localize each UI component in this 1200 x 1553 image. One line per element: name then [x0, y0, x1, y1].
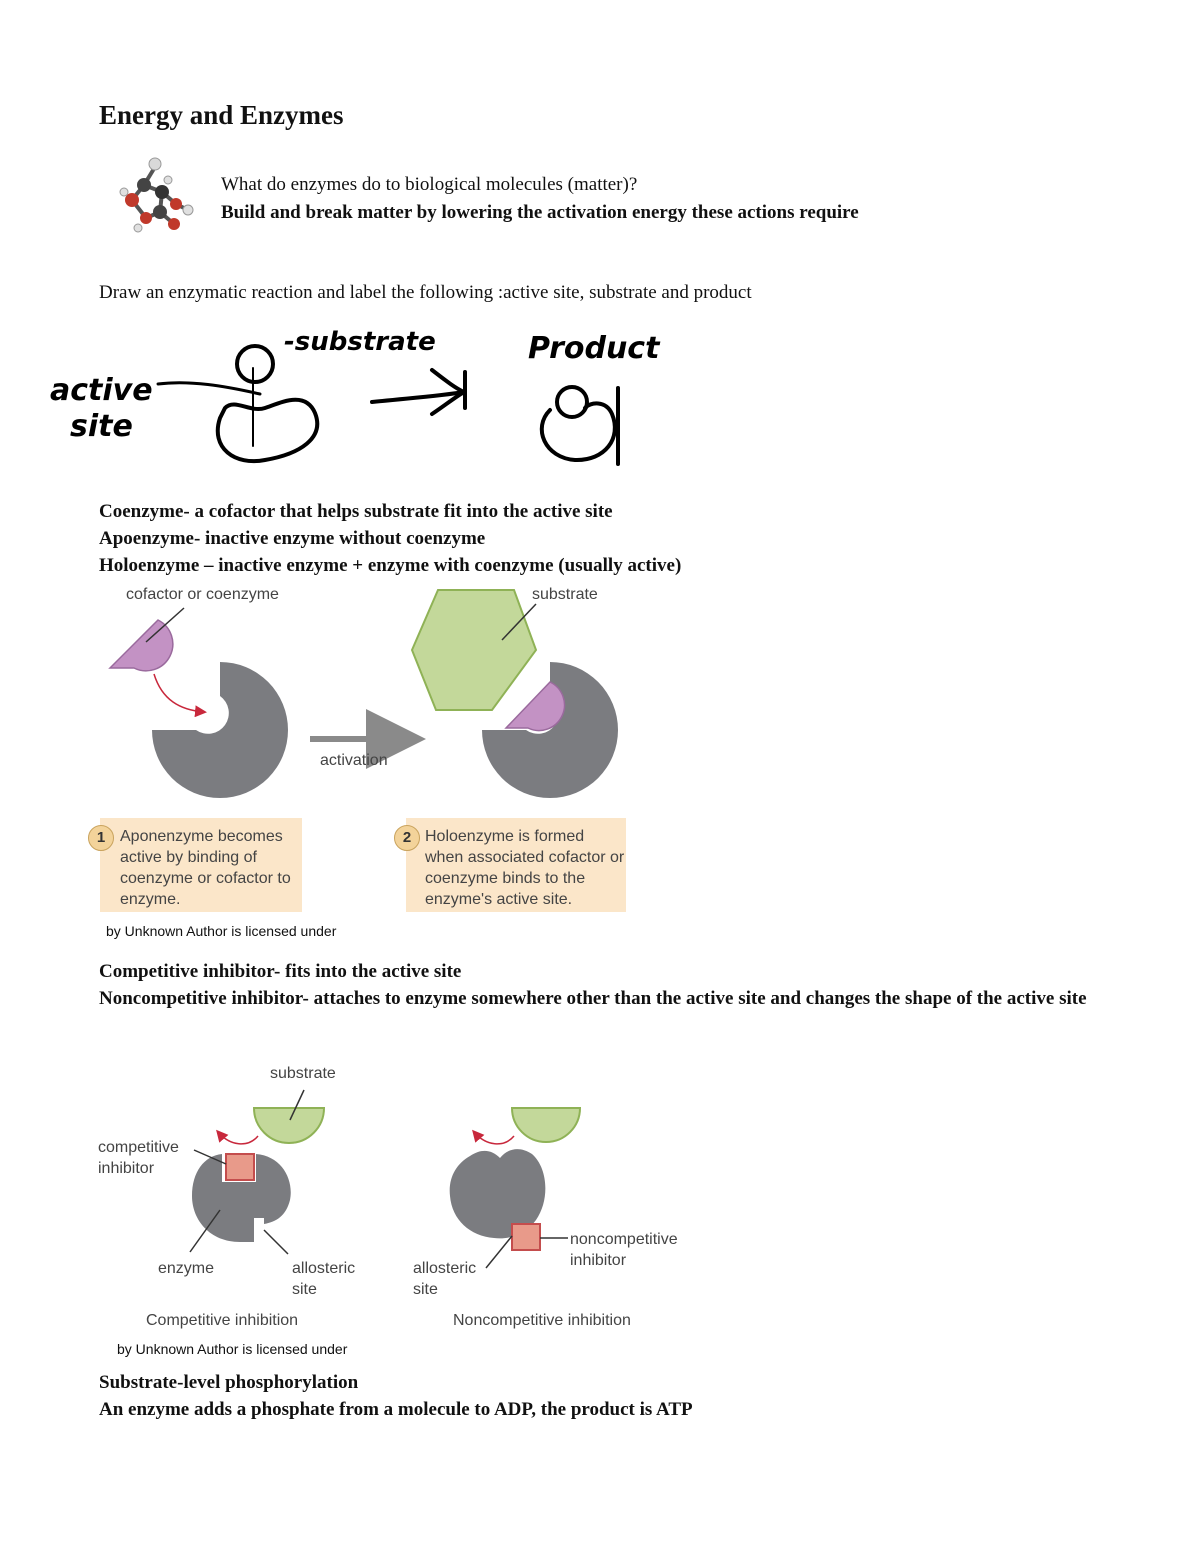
hand-label-site: site — [70, 409, 133, 444]
bound-cofactor-shape — [506, 682, 564, 730]
enzyme-label: enzyme — [158, 1260, 215, 1277]
allosteric-label-1b: site — [292, 1281, 317, 1298]
molecule-icon — [112, 152, 198, 238]
noncompetitive-label-2: inhibitor — [570, 1252, 627, 1269]
noncompetitive-inhibitor-square — [512, 1224, 540, 1250]
competitive-label-2: inhibitor — [98, 1160, 155, 1177]
credit-2: by Unknown Author is licensed under — [117, 1341, 348, 1357]
figure-enzyme-activation — [86, 582, 646, 922]
drawing-instruction: Draw an enzymatic reaction and label the following :active site, substrate and product — [99, 282, 752, 303]
substrate-half-circle-1 — [254, 1108, 324, 1143]
substrate-label-2: substrate — [270, 1065, 336, 1082]
activation-label: activation — [320, 752, 388, 769]
definition-competitive-inhibitor: Competitive inhibitor- fits into the active site — [99, 961, 462, 982]
caption-noncompetitive: Noncompetitive inhibition — [453, 1312, 631, 1329]
competitive-label-1: competitive — [98, 1139, 179, 1156]
competitive-inhibitor-square — [226, 1154, 254, 1180]
definition-noncompetitive-inhibitor: Noncompetitive inhibitor- attaches to enzyme somewhere other than the active site and changes the shape of the active site — [99, 988, 1087, 1009]
substrate-label-1: substrate — [532, 586, 598, 603]
step-1-number: 1 — [88, 825, 114, 851]
definition-holoenzyme: Holoenzyme – inactive enzyme + enzyme with coenzyme (usually active) — [99, 555, 682, 576]
noncompetitive-label-1: noncompetitive — [570, 1231, 678, 1248]
figure-inhibition — [90, 1060, 710, 1340]
allosteric-label-1a: allosteric — [292, 1260, 356, 1277]
step-1-text: Aponenzyme becomes active by binding of coenzyme or cofactor to enzyme. — [120, 828, 291, 908]
intro-answer: Build and break matter by lowering the activation energy these actions require — [221, 202, 859, 223]
allosteric-label-2b: site — [413, 1281, 438, 1298]
apoenzyme-shape — [152, 662, 288, 798]
hand-label-active: active — [50, 373, 153, 408]
footer-text: An enzyme adds a phosphate from a molecule to ADP, the product is ATP — [99, 1399, 693, 1420]
credit-1: by Unknown Author is licensed under — [106, 923, 337, 939]
page-title: Energy and Enzymes — [99, 100, 344, 130]
cofactor-shape — [110, 620, 173, 671]
definition-coenzyme: Coenzyme- a cofactor that helps substrate fit into the active site — [99, 501, 613, 522]
hand-drawn-reaction-sketch — [40, 318, 740, 478]
cofactor-label: cofactor or coenzyme — [126, 586, 279, 603]
allosteric-label-2a: allosteric — [413, 1260, 477, 1277]
hand-label-substrate: -substrate — [284, 327, 436, 357]
step-2-text: Holoenzyme is formed when associated cofactor or coenzyme binds to the enzyme's active site. — [425, 828, 625, 908]
step-2-number: 2 — [394, 825, 420, 851]
caption-competitive: Competitive inhibition — [146, 1312, 299, 1329]
substrate-hexagon — [412, 590, 536, 710]
substrate-half-circle-2 — [512, 1108, 580, 1142]
definition-apoenzyme: Apoenzyme- inactive enzyme without coenzyme — [99, 528, 486, 549]
hand-label-product: Product — [528, 331, 660, 366]
footer-heading: Substrate-level phosphorylation — [99, 1372, 359, 1393]
intro-question: What do enzymes do to biological molecules (matter)? — [221, 174, 638, 195]
